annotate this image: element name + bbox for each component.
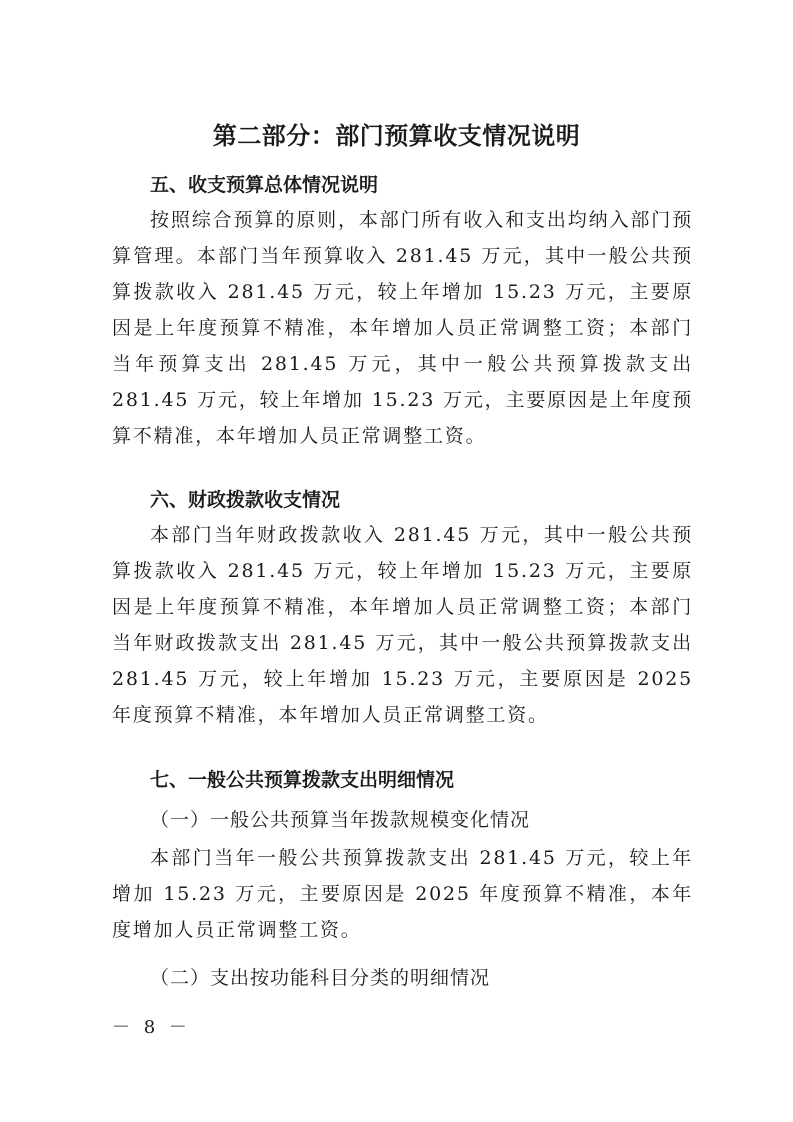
section-heading-6: 六、财政拨款收支情况 [150,489,341,511]
section-paragraph-7: 本部门当年一般公共预算拨款支出 281.45 万元，较上年增加 15.23 万元，主要原因是 2025 年度预算不精准，本年度增加人员正常调整工资。 [112,847,693,941]
subheading-7-2: （二）支出按功能科目分类的明细情况 [150,967,491,989]
section-paragraph-6: 本部门当年财政拨款收入 281.45 万元，其中一般公共预算拨款收入 281.45 万元，较上年增加 15.23 万元，主要原因是上年度预算不精准，本年增加人员正常调整工资；本部门当年财政拨款支出 281.45 万元，其中一般公共预算拨款支出 281.45 万元，较上年增加 15.23 万元，主要原因是 2025 年度预算不精准，本年增加人员正常调整工资。 [112,524,693,726]
document-title: 第二部分：部门预算收支情况说明 [212,121,581,150]
page-number: － 8 － [112,1017,191,1038]
section-paragraph-5: 按照综合预算的原则，本部门所有收入和支出均纳入部门预算管理。本部门当年预算收入 281.45 万元，其中一般公共预算拨款收入 281.45 万元，较上年增加 15.23 万元，主要原因是上年度预算不精准，本年增加人员正常调整工资；本部门当年预算支出 281.45 万元，其中一般公共预算拨款支出 281.45 万元，较上年增加 15.23 万元，主要原因是上年度预算不精准，本年增加人员正常调整工资。 [112,209,693,447]
section-heading-7: 七、一般公共预算拨款支出明细情况 [150,769,455,791]
subheading-7-1: （一）一般公共预算当年拨款规模变化情况 [150,809,531,831]
section-heading-5: 五、收支预算总体情况说明 [150,174,379,196]
